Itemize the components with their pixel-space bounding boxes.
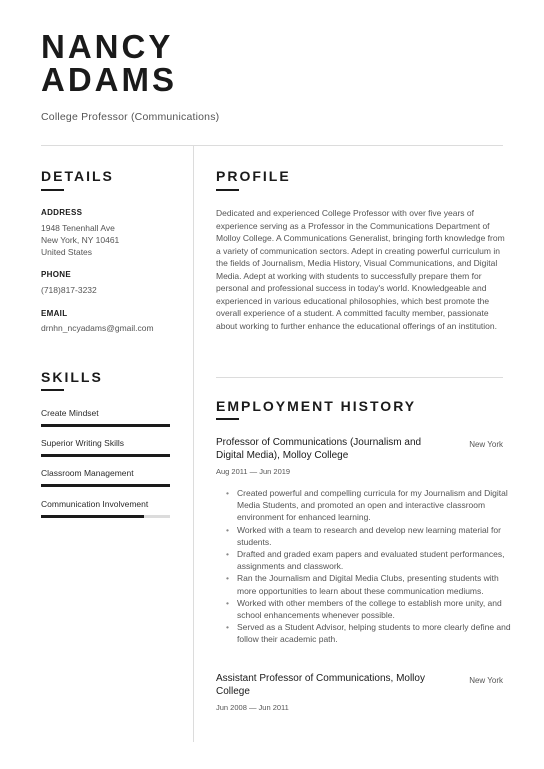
address-label: ADDRESS (41, 208, 83, 217)
job-position-title: Professor of Communications (Journalism and Digital Media), Molloy College (216, 437, 422, 461)
skill-bar (41, 515, 170, 518)
first-name: NANCY (41, 28, 174, 65)
email-value: drnhn_ncyadams@gmail.com (41, 323, 154, 333)
employment-underline (216, 418, 239, 420)
responsibility-item: • Served as a Student Advisor, helping students to more clearly define and follow their academic path. (226, 621, 511, 645)
job-dates: Jun 2008 — Jun 2011 (216, 703, 289, 712)
job-dates: Aug 2011 — Jun 2019 (216, 467, 291, 476)
section-divider (216, 377, 503, 378)
details-underline (41, 189, 64, 191)
phone-label: PHONE (41, 270, 71, 279)
candidate-name (41, 30, 177, 96)
job-location: New York (469, 676, 503, 685)
skill-bar-fill (41, 454, 170, 457)
last-name: ADAMS (41, 61, 177, 98)
skill-label: Create Mindset (41, 408, 99, 418)
skill-label: Classroom Management (41, 468, 134, 478)
responsibility-item: • Created powerful and compelling curricula for my Journalism and Digital Media Students, and promoted an open and interactive classroom environment for enhanced learning. (226, 487, 511, 524)
phone-value: (718)817-3232 (41, 285, 97, 295)
header-divider (41, 145, 503, 146)
column-divider (193, 146, 194, 742)
skill-bar-fill (41, 515, 144, 518)
employment-heading: EMPLOYMENT HISTORY (216, 398, 417, 414)
skill-label: Communication Involvement (41, 499, 149, 509)
profile-summary: Dedicated and experienced College Professor with over five years of experience serving as a Professor in the Communications Department of Molloy College. A Communications Generalist, bringing forth knowledge from a variety of communication sectors. Adept in creating powerful curriculum in the fields of Journalism, Media History, Visual Communications, and Digital Media. Adept at working with students to successfully prepare them for personal and professional success in today's world. Knowledgeable and experienced in various educational philosophies, which best promote the overall experience of a student. A committed faculty member, passionate about working to further enhance the educational offerings of an institution. (216, 208, 505, 331)
address-line-1: 1948 Tenenhall Ave (41, 223, 115, 233)
skills-underline (41, 389, 64, 391)
skill-bar (41, 454, 170, 457)
email-label: EMAIL (41, 309, 68, 318)
address-line-3: United States (41, 247, 93, 257)
responsibility-item: • Worked with other members of the college to establish more unity, and school enhancements whenever possible. (226, 597, 511, 621)
responsibility-item: • Ran the Journalism and Digital Media Clubs, presenting students with more opportunities to learn about these communication mediums. (226, 572, 511, 596)
skill-label: Superior Writing Skills (41, 438, 124, 448)
responsibility-item: • Worked with a team to research and develop new learning material for students. (226, 524, 511, 548)
job-position-title: Assistant Professor of Communications, Molloy College (216, 673, 425, 697)
job-responsibilities (226, 487, 511, 646)
job-location: New York (469, 440, 503, 449)
skill-bar-fill (41, 484, 170, 487)
responsibility-item: • Drafted and graded exam papers and evaluated student performances, assignments and classwork. (226, 548, 511, 572)
skill-bar (41, 484, 170, 487)
details-heading: DETAILS (41, 168, 114, 184)
skills-heading: SKILLS (41, 369, 103, 385)
profile-heading: PROFILE (216, 168, 291, 184)
profile-underline (216, 189, 239, 191)
skill-bar-fill (41, 424, 170, 427)
job-title: College Professor (Communications) (41, 111, 220, 123)
address-line-2: New York, NY 10461 (41, 235, 120, 245)
skill-bar (41, 424, 170, 427)
